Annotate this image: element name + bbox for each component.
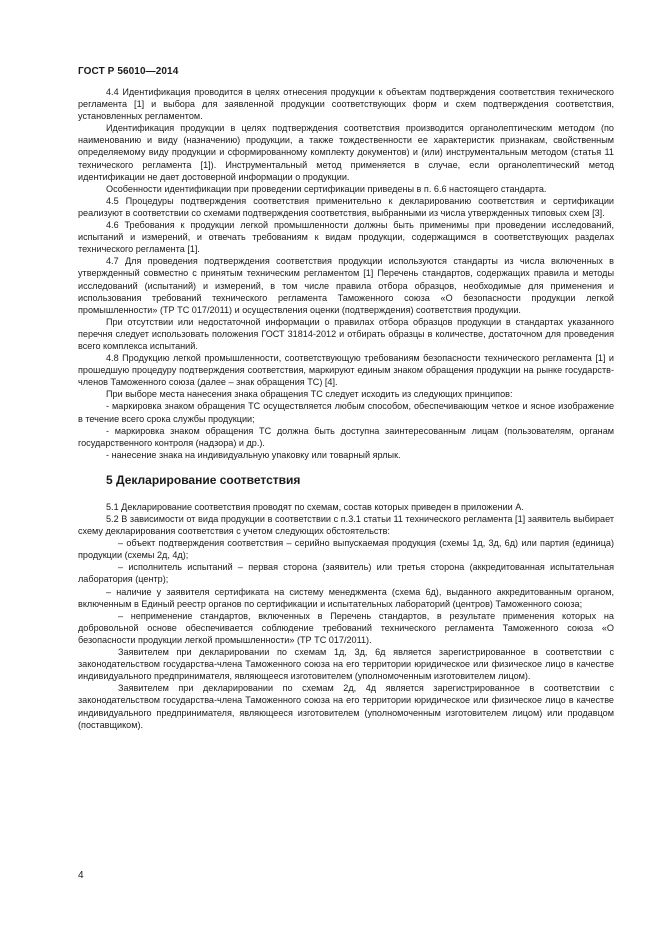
principle-text: маркировка знаком обращения ТС осуществляется любым способом, обеспечивающим четкое и ясное изображение в течение всего срока службы продукции; — [78, 401, 615, 424]
principle-dash: - — [106, 425, 110, 436]
declaration-item: – неприменение стандартов, включенных в Перечень стандартов, в результате применения которых на добровольной основе обеспечивается соблюдение требований технического регламента Таможенного союза «О безопасности продукции легкой промышленности» (ТР ТС 017/2011). — [78, 610, 614, 645]
page-number: 4 — [78, 870, 84, 881]
paragraph-identification-notes: Особенности идентификации при проведении сертификации приведены в п. 6.6 настоящего стандарта. — [106, 183, 547, 194]
declaration-item: – исполнитель испытаний – первая сторона (заявитель) или третья сторона (аккредитованная испытательная лаборатория (центр); — [78, 562, 614, 585]
paragraph-4-6: 4.6 Требования к продукции легкой промышленности должны быть применимы при проведении исследований, испытаний и измерений, и отвечать требованиям к видам продукции, содержащимся в соответствующих разделах технического регламента [1]. — [78, 220, 614, 255]
principle-item — [78, 425, 614, 449]
principle-text: нанесение знака на индивидуальную упаковку или товарный ярлык. — [111, 449, 401, 460]
paragraph-principles-intro: При выборе места нанесения знака обращения ТС следует исходить из следующих принципов: — [106, 389, 513, 400]
paragraph-applicant-2d: Заявителем при декларировании по схемам 2д, 4д является зарегистрированное в соответствии с законодательством государства-члена Таможенного союза на его территории юридическое или физическое лицо в качестве индивидуального предпринимателя, являющееся изготовителем (уполномоченным изготовителем лицом) или продавцом (поставщиком). — [78, 683, 614, 730]
principle-item — [78, 400, 614, 424]
paragraph-4-4: 4.4 Идентификация проводится в целях отнесения продукции к объектам подтверждения соответствия технического регламента [1] и выбора для заявленной продукции соответствующих форм и схем подтверждения соответствия, установленных регламентом. — [78, 87, 614, 122]
paragraph-4-7: 4.7 Для проведения подтверждения соответствия продукции используются стандарты из числа включенных в утвержденный совместно с принятым техническим регламентом [1] Перечень стандартов, содержащих правила и методы исследований (испытаний) и измерений, в том числе правила отбора образцов, необходимые для применения и использования требований технического регламента Таможенного союза «О безопасности продукции легкой промышленности» (ТР ТС 017/2011) и осуществления оценки (подтверждения) соответствия продукции. — [78, 256, 614, 315]
document-body — [78, 86, 614, 731]
paragraph-identification: Идентификация продукции в целях подтверждения соответствия производится органолептическим методом (по наименованию и виду (назначению) продукции, а также тождественности ее характеристик признакам, свойственным определяемому виду продукции и сформированному комплекту документов) и (или) инструментальным методом (статья 11 технического регламента [1]). Инструментальный метод применяется в случае, если органолептический метод идентификации не дает достоверной информации о продукции. — [78, 123, 614, 182]
paragraph-applicant-1d: Заявителем при декларировании по схемам 1д, 3д, 6д является зарегистрированное в соответствии с законодательством государства-члена Таможенного союза на его территории юридическое или физическое лицо в качестве индивидуального предпринимателя, являющееся изготовителем (уполномоченным изготовителем лицом). — [78, 647, 614, 682]
principle-dash: - — [106, 401, 110, 412]
principle-item — [78, 449, 614, 461]
paragraph-4-8: 4.8 Продукцию легкой промышленности, соответствующую требованиям безопасности технического регламента [1] и прошедшую процедуру подтверждения соответствия, маркируют единым знаком обращения продукции на рынке государств-членов Таможенного союза (далее – знак обращения ТС) [4]. — [78, 353, 614, 388]
principle-text: маркировка знаком обращения ТС должна быть доступна заинтересованным лицам (пользователям, органам государственного контроля (надзора) и др.). — [78, 425, 615, 448]
declaration-item: – объект подтверждения соответствия – серийно выпускаемая продукция (схемы 1д, 3д, 6д) или партия (единица) продукции (схемы 2д, 4д); — [78, 538, 614, 561]
declaration-item: – наличие у заявителя сертификата на систему менеджмента (схема 6д), выданного аккредитованным органом, включенным в Единый реестр органов по сертификации и испытательных лабораторий (центров) Таможенного союза; — [78, 586, 614, 609]
paragraph-5-1: 5.1 Декларирование соответствия проводят по схемам, состав которых приведен в приложении А. — [106, 501, 524, 512]
document-header: ГОСТ Р 56010—2014 — [78, 66, 179, 77]
paragraph-sampling: При отсутствии или недостаточной информации о правилах отбора образцов продукции в стандартах указанного перечня следует использовать положения ГОСТ 31814-2012 и отбирать образцы в количестве, достаточном для проведения всего комплекса испытаний. — [78, 316, 614, 351]
section-5-title: 5 Декларирование соответствия — [106, 472, 301, 487]
principle-dash: - — [106, 449, 110, 460]
paragraph-5-2: 5.2 В зависимости от вида продукции в соответствии с п.3.1 статьи 11 технического регламента [1] заявитель выбирает схему декларирования соответствия с учетом следующих обстоятельств: — [78, 514, 614, 537]
paragraph-4-5: 4.5 Процедуры подтверждения соответствия применительно к декларированию соответствия и сертификации реализуют в соответствии со схемами подтверждения соответствия, выбранными из числа утвержденных типовых схем [3]. — [78, 195, 614, 218]
